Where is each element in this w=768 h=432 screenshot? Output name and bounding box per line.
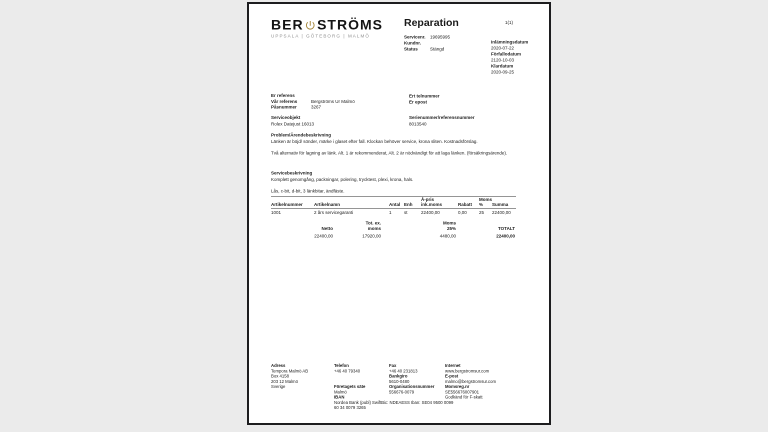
service-heading: Servicebeskrivning <box>271 170 313 176</box>
totex-label-line1: Tot. ex. <box>365 220 381 226</box>
er-referens-label: Er referens <box>271 93 295 98</box>
date-line: Förfallodatum <box>491 51 521 57</box>
moms-label-line1: Moms <box>442 220 456 226</box>
service-meta <box>404 34 450 52</box>
var-referens-value: Bergströms Ur Malmö <box>311 98 355 104</box>
totalt-label: TOTALT <box>498 225 515 231</box>
problem-paragraph-2: Två alternativ för lagning av länk. Alt. 1 är rekommenderat, Alt. 2 är nödvändigt för att laga länken. (försäkringsärende). <box>271 150 508 156</box>
totex-value: 17920,00 <box>362 233 381 239</box>
col-moms-line2: % <box>479 202 484 207</box>
footer-address-column <box>271 363 332 389</box>
serienummer-value: 8013540 <box>409 121 427 127</box>
footer-line: E-post <box>445 373 459 379</box>
serviceobjekt-label: Serviceobjekt <box>271 115 301 120</box>
er-epost-label: Er epost <box>409 99 428 105</box>
date-block <box>491 39 528 75</box>
footer-line: SE556676007901 <box>445 389 480 395</box>
cell-rabatt: 0,00 <box>458 210 467 215</box>
footer-line: 203 12 Malmö <box>271 378 298 384</box>
doc-title: Reparation <box>404 17 459 29</box>
footer-internet-column <box>445 363 528 400</box>
date-line: 2120-10-03 <box>491 57 515 63</box>
footer-line: +46 40 79340 <box>334 368 361 374</box>
status-value: Stängd <box>430 46 445 52</box>
col-enh: Enh <box>404 196 421 208</box>
footer-line: Internet <box>445 363 461 368</box>
date-line: Klardatum <box>491 63 514 69</box>
servicenr-value: 19695995 <box>430 34 451 40</box>
col-artikelnummer: Artikelnummer <box>271 196 314 208</box>
footer-line: Organisationsnummer <box>389 384 435 389</box>
footer-line: Box 4158 <box>271 373 289 379</box>
col-rabatt: Rabatt <box>458 196 479 208</box>
servicenr-label: Servicenr. <box>404 34 426 40</box>
footer-line: Sverige <box>271 384 286 389</box>
problem-heading: Problem/Ärendebeskrivning <box>271 132 332 138</box>
col-antal: Antal <box>389 196 404 208</box>
brand-wordmark <box>271 18 383 32</box>
moms-value: 4480,00 <box>439 233 456 239</box>
col-apris <box>421 196 458 208</box>
serviceobjekt-block <box>271 115 314 127</box>
problem-paragraph-1: Länken är böjd/ sönder, märke i glaset efter fall. Klockan behöver service, krona sliten. Kostnadsförslag. <box>271 139 478 144</box>
brand-logo <box>271 18 383 39</box>
totals-totalt <box>456 220 515 239</box>
totals-ex-moms <box>333 220 381 239</box>
cell-apris: 22400,00 <box>421 210 440 215</box>
cell-enh: st <box>404 210 408 215</box>
col-summa: Summa <box>492 196 516 208</box>
moms-label-line2: 25% <box>446 225 456 231</box>
cell-summa: 22400,00 <box>492 210 511 215</box>
cell-moms: 25 <box>479 210 485 215</box>
footer-line: 556676-0079 <box>389 389 415 395</box>
totalt-value: 22400,00 <box>496 233 515 239</box>
brand-name-left: BER <box>271 17 304 33</box>
footer-line: Tempora Malmö AB <box>271 368 309 374</box>
col-artikelnamn: Artikelnamn <box>314 196 389 208</box>
pasnummer-label: Påsnummer <box>271 104 297 110</box>
netto-label: Netto <box>321 225 333 231</box>
service-paragraph-1: Komplett genomgång, packningar, polering, trycktest, plexi, krona, hals. <box>271 177 414 182</box>
totex-label-line2: moms <box>367 225 381 231</box>
invoice-page <box>247 2 551 425</box>
items-header-row <box>271 196 516 208</box>
serienummer-block <box>409 115 475 127</box>
cell-antal: 1 <box>389 210 392 215</box>
power-icon <box>305 19 317 31</box>
problem-section <box>271 133 529 157</box>
kundnr-label: Kundnr. <box>404 40 421 46</box>
date-line: 2020-07-22 <box>491 45 515 51</box>
invoice-content <box>249 4 549 423</box>
footer-line: Momsreg.nr <box>445 384 470 389</box>
footer-line: 5610-0480 <box>389 378 410 384</box>
col-moms <box>479 196 492 208</box>
references-block <box>271 93 355 110</box>
netto-value: 22400,00 <box>314 233 333 239</box>
footer-line: Adress <box>271 363 286 368</box>
date-line: Inlämningsdatum <box>491 39 529 45</box>
cell-artikelnummer: 1001 <box>271 210 282 215</box>
footer-line: Malmö <box>334 389 347 395</box>
totals-netto <box>271 220 333 239</box>
serviceobjekt-value: Rolex Datejust 16013 <box>271 121 315 127</box>
footer-line: IBAN <box>334 394 345 400</box>
footer-line: www.bergstromsur.com <box>445 368 490 374</box>
serienummer-label: Serienummer/referensnummer <box>409 115 475 120</box>
footer-line: Godkänd för F-skatt <box>445 394 483 400</box>
footer-line: malmo@bergstromsur.com <box>445 378 497 384</box>
contact-labels-block <box>409 93 440 105</box>
var-referens-label: Vår referens <box>271 98 298 104</box>
brand-cities: UPPSALA | GÖTEBORG | MALMÖ <box>271 33 370 39</box>
ert-telnummer-label: Ert telnummer <box>409 93 440 99</box>
footer-line: +46 40 231813 <box>389 368 418 374</box>
totals-block <box>271 220 516 239</box>
page-number: 1(1) <box>505 20 514 25</box>
service-section <box>271 171 529 195</box>
totals-moms <box>381 220 456 239</box>
col-moms-line1: Moms <box>479 197 493 202</box>
brand-name-right: STRÖMS <box>317 17 383 33</box>
pasnummer-value: 3267 <box>311 104 322 110</box>
items-table <box>271 196 516 216</box>
cell-artikelnamn: 2 års servicegaranti <box>314 210 354 215</box>
footer-line: Bankgiro <box>389 373 408 379</box>
footer-line: Nordea Bank (publ) SwiftBic: NDEAESS Iban: SE04 9500 0099 60 34 0079 3265 <box>334 399 454 410</box>
col-apris-line2: ink.moms <box>421 202 443 207</box>
service-paragraph-2: Lås, c-bit, d-bit, 3 länkbitar, ändfäste. <box>271 188 345 194</box>
status-label: Status <box>404 46 418 52</box>
footer-line: Telefon <box>334 363 349 368</box>
footer-line: Företagets säte <box>334 384 366 389</box>
date-line: 2020-09-25 <box>491 69 515 75</box>
table-row <box>271 208 516 215</box>
footer-line: Fax <box>389 363 397 368</box>
col-apris-line1: Å-pris <box>421 197 435 202</box>
footer-fax-column <box>389 363 444 395</box>
